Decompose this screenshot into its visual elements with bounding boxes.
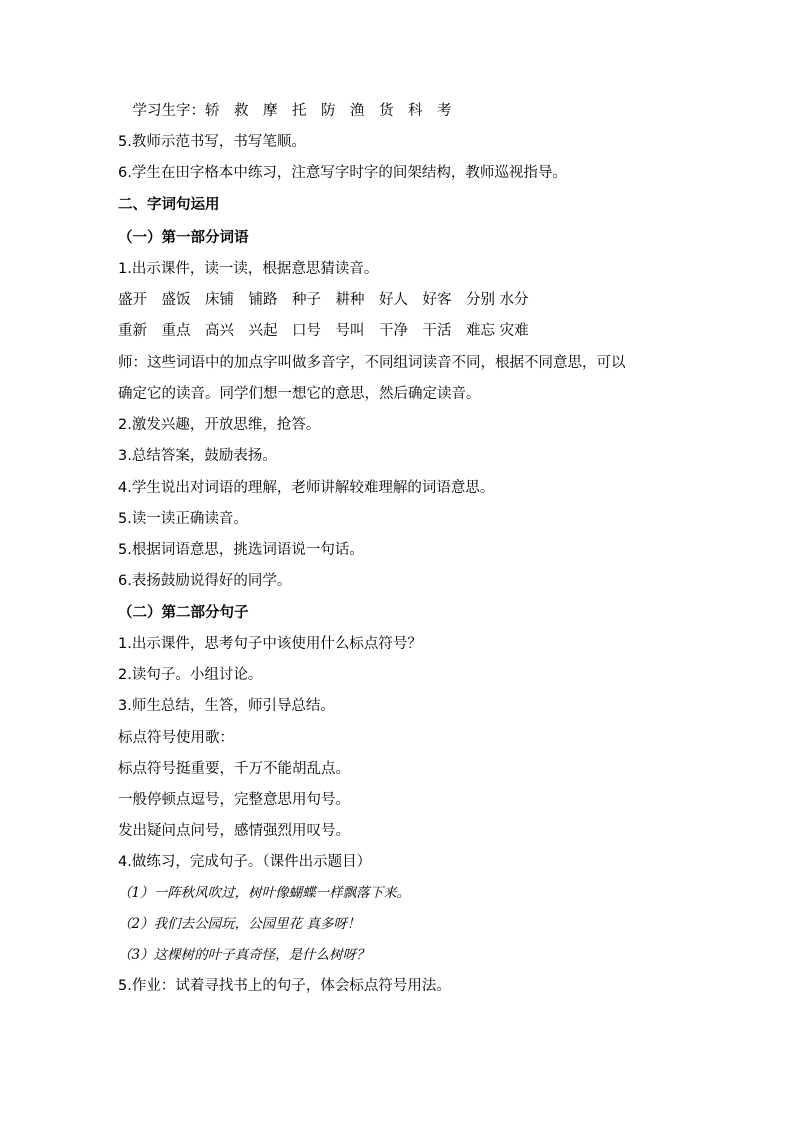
- exercise-sentence-2: （2）我们去公园玩，公园里花 真多呀！: [118, 916, 361, 932]
- step-read-pronunciation: 5.读一读正确读音。: [118, 511, 248, 527]
- subsection-heading-words: （一）第一部分词语: [118, 230, 249, 246]
- teacher-explanation-line-2: 确定它的读音。同学们想一想它的意思，然后确定读音。: [118, 386, 481, 402]
- exercise-sentence-3: （3）这棵树的叶子真奇怪，是什么树呀？: [118, 947, 370, 963]
- punctuation-song-title: 标点符号使用歌：: [118, 730, 234, 746]
- word-list-row-1: 盛开 盛饭 床铺 铺路 种子 耕种 好人 好客 分别 水分: [118, 292, 529, 308]
- step-stimulate-interest: 2.激发兴趣，开放思维，抢答。: [118, 417, 321, 433]
- step-homework: 5.作业：试着寻找书上的句子，体会标点符号用法。: [118, 978, 451, 994]
- step-show-courseware-words: 1.出示课件，读一读，根据意思猜读音。: [118, 261, 379, 277]
- punctuation-song-line-1: 标点符号挺重要，千万不能胡乱点。: [118, 761, 350, 777]
- step-teacher-student-summary: 3.师生总结，生答，师引导总结。: [118, 698, 335, 714]
- teacher-explanation-line-1: 师：这些词语中的加点字叫做多音字，不同组词读音不同，根据不同意思，可以: [118, 355, 626, 371]
- step-read-sentences: 2.读句子。小组讨论。: [118, 667, 263, 683]
- step-teacher-demonstrates: 5.教师示范书写，书写笔顺。: [118, 134, 306, 150]
- punctuation-song-line-3: 发出疑问点问号，感情强烈用叹号。: [118, 823, 350, 839]
- step-students-practice: 6.学生在田字格本中练习，注意写字时字的间架结构，教师巡视指导。: [118, 165, 567, 181]
- section-heading-words-sentences: 二、字词句运用: [118, 197, 220, 213]
- step-praise-students: 6.表扬鼓励说得好的同学。: [118, 573, 292, 589]
- step-make-sentence: 5.根据词语意思，挑选词语说一句话。: [118, 542, 364, 558]
- word-list-row-2: 重新 重点 高兴 兴起 口号 号叫 干净 干活 难忘 灾难: [118, 323, 529, 339]
- step-do-exercise: 4.做练习，完成句子。（课件出示题目）: [118, 854, 372, 870]
- study-new-characters-line: 学习生字：轿 救 摩 托 防 渔 货 科 考: [118, 103, 452, 119]
- exercise-sentence-1: （1）一阵秋风吹过，树叶像蝴蝶一样飘落下来。: [118, 885, 411, 901]
- step-students-explain: 4.学生说出对词语的理解，老师讲解较难理解的词语意思。: [118, 480, 495, 496]
- punctuation-song-line-2: 一般停顿点逗号，完整意思用句号。: [118, 792, 350, 808]
- step-think-punctuation: 1.出示课件，思考句子中该使用什么标点符号？: [118, 636, 422, 652]
- subsection-heading-sentences: （二）第二部分句子: [118, 605, 249, 621]
- step-summarize-answers: 3.总结答案，鼓励表扬。: [118, 448, 277, 464]
